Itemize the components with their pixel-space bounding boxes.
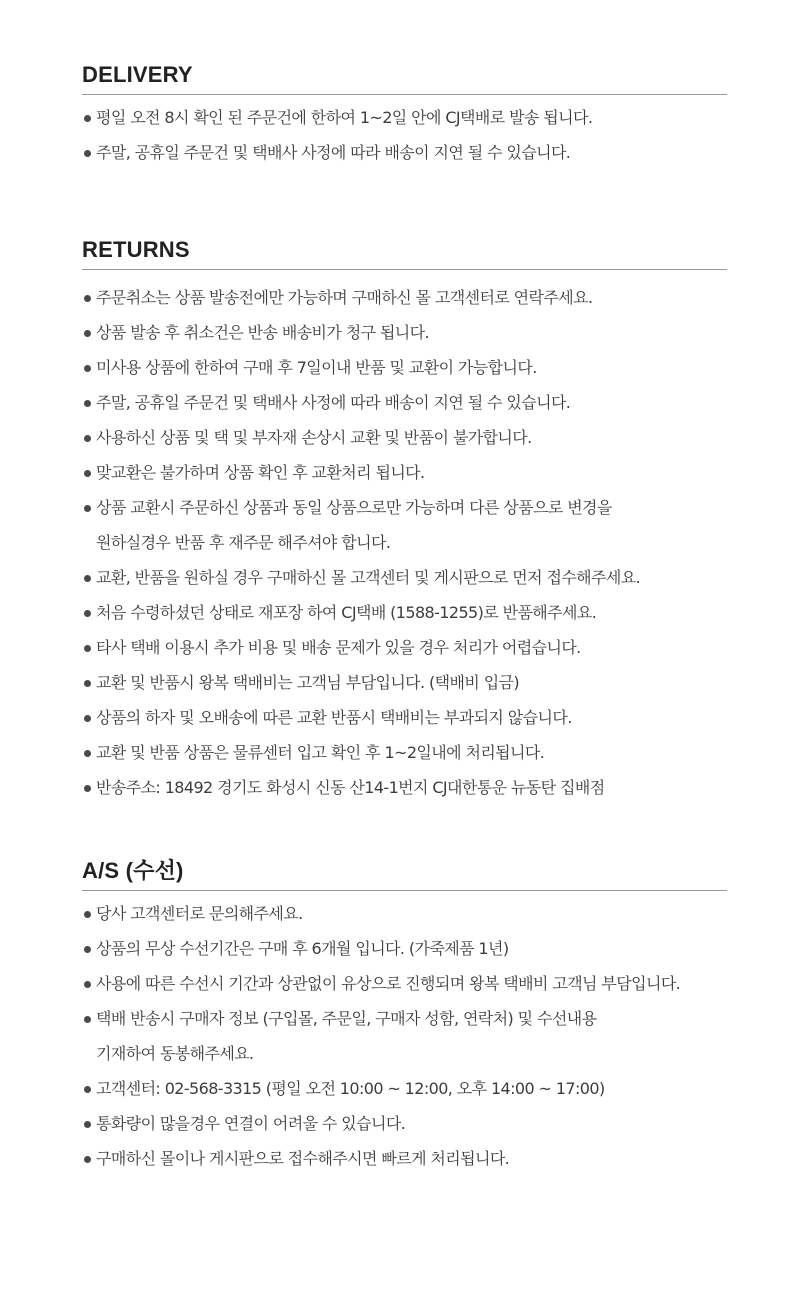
returns-list-item bbox=[82, 280, 727, 315]
as-list-item bbox=[82, 1106, 727, 1141]
returns-item-text: 타사 택배 이용시 추가 비용 및 배송 문제가 있을 경우 처리가 어렵습니다. bbox=[96, 638, 581, 657]
returns-item-text: 원하실경우 반품 후 재주문 해주셔야 합니다. bbox=[96, 533, 391, 552]
delivery-item-text: 평일 오전 8시 확인 된 주문건에 한하여 1~2일 안에 CJ택배로 발송 됩니다. bbox=[96, 108, 593, 127]
returns-title: RETURNS bbox=[82, 237, 190, 262]
returns-divider bbox=[82, 269, 727, 270]
as-item-text: 통화량이 많을경우 연결이 어려울 수 있습니다. bbox=[96, 1114, 406, 1133]
as-item-text: 고객센터: 02-568-3315 (평일 오전 10:00 ~ 12:00, 오후 14:00 ~ 17:00) bbox=[96, 1079, 605, 1098]
returns-list-item bbox=[82, 560, 727, 595]
bullet-dot-icon bbox=[84, 911, 91, 918]
delivery-item-text: 주말, 공휴일 주문건 및 택배사 사정에 따라 배송이 지연 될 수 있습니다. bbox=[96, 143, 571, 162]
bullet-dot-icon bbox=[84, 470, 91, 477]
as-list-item bbox=[82, 966, 727, 1001]
returns-list-item bbox=[82, 490, 727, 560]
bullet-dot-icon bbox=[84, 505, 91, 512]
returns-list-item bbox=[82, 350, 727, 385]
returns-item-text: 맞교환은 불가하며 상품 확인 후 교환처리 됩니다. bbox=[96, 463, 425, 482]
as-list-item bbox=[82, 931, 727, 966]
as-list-item bbox=[82, 1071, 727, 1106]
returns-section bbox=[82, 237, 727, 805]
bullet-dot-icon bbox=[84, 680, 91, 687]
bullet-dot-icon bbox=[84, 435, 91, 442]
as-section bbox=[82, 858, 727, 1176]
delivery-list-item bbox=[82, 100, 727, 135]
bullet-dot-icon bbox=[84, 1016, 91, 1023]
delivery-divider bbox=[82, 94, 727, 95]
delivery-title: DELIVERY bbox=[82, 62, 193, 87]
as-item-text: 기재하여 동봉해주세요. bbox=[96, 1044, 254, 1063]
delivery-list bbox=[82, 100, 727, 170]
as-item-text: 택배 반송시 구매자 정보 (구입몰, 주문일, 구매자 성함, 연락처) 및 수선내용 bbox=[96, 1009, 597, 1028]
returns-list-item bbox=[82, 700, 727, 735]
returns-list-item bbox=[82, 315, 727, 350]
returns-list-item bbox=[82, 665, 727, 700]
bullet-dot-icon bbox=[84, 715, 91, 722]
returns-item-text: 교환, 반품을 원하실 경우 구매하신 몰 고객센터 및 게시판으로 먼저 접수해주세요. bbox=[96, 568, 641, 587]
bullet-dot-icon bbox=[84, 785, 91, 792]
as-item-text: 사용에 따른 수선시 기간과 상관없이 유상으로 진행되며 왕복 택배비 고객님 부담입니다. bbox=[96, 974, 681, 993]
bullet-dot-icon bbox=[84, 1086, 91, 1093]
bullet-dot-icon bbox=[84, 981, 91, 988]
bullet-dot-icon bbox=[84, 946, 91, 953]
bullet-dot-icon bbox=[84, 645, 91, 652]
returns-item-text: 미사용 상품에 한하여 구매 후 7일이내 반품 및 교환이 가능합니다. bbox=[96, 358, 537, 377]
as-list-item bbox=[82, 896, 727, 931]
returns-list bbox=[82, 280, 727, 805]
as-title: A/S (수선) bbox=[82, 858, 184, 883]
returns-list-item bbox=[82, 595, 727, 630]
as-item-text: 구매하신 몰이나 게시판으로 접수해주시면 빠르게 처리됩니다. bbox=[96, 1149, 510, 1168]
returns-item-text: 처음 수령하셨던 상태로 재포장 하여 CJ택배 (1588-1255)로 반품해주세요. bbox=[96, 603, 597, 622]
bullet-dot-icon bbox=[84, 400, 91, 407]
returns-list-item bbox=[82, 630, 727, 665]
bullet-dot-icon bbox=[84, 295, 91, 302]
returns-item-text: 사용하신 상품 및 택 및 부자재 손상시 교환 및 반품이 불가합니다. bbox=[96, 428, 532, 447]
as-list-item bbox=[82, 1001, 727, 1071]
returns-list-item bbox=[82, 455, 727, 490]
bullet-dot-icon bbox=[84, 1156, 91, 1163]
bullet-dot-icon bbox=[84, 150, 91, 157]
bullet-dot-icon bbox=[84, 330, 91, 337]
bullet-dot-icon bbox=[84, 575, 91, 582]
returns-list-item bbox=[82, 385, 727, 420]
returns-item-text: 주말, 공휴일 주문건 및 택배사 사정에 따라 배송이 지연 될 수 있습니다. bbox=[96, 393, 571, 412]
returns-list-item bbox=[82, 770, 727, 805]
as-item-text: 당사 고객센터로 문의해주세요. bbox=[96, 904, 303, 923]
bullet-dot-icon bbox=[84, 1121, 91, 1128]
returns-item-text: 주문취소는 상품 발송전에만 가능하며 구매하신 몰 고객센터로 연락주세요. bbox=[96, 288, 593, 307]
bullet-dot-icon bbox=[84, 365, 91, 372]
as-list-item bbox=[82, 1141, 727, 1176]
bullet-dot-icon bbox=[84, 610, 91, 617]
delivery-list-item bbox=[82, 135, 727, 170]
returns-list-item bbox=[82, 735, 727, 770]
bullet-dot-icon bbox=[84, 115, 91, 122]
returns-item-text: 상품의 하자 및 오배송에 따른 교환 반품시 택배비는 부과되지 않습니다. bbox=[96, 708, 572, 727]
returns-item-text: 교환 및 반품시 왕복 택배비는 고객님 부담입니다. (택배비 입금) bbox=[96, 673, 520, 692]
returns-item-text: 상품 발송 후 취소건은 반송 배송비가 청구 됩니다. bbox=[96, 323, 430, 342]
as-item-text: 상품의 무상 수선기간은 구매 후 6개월 입니다. (가죽제품 1년) bbox=[96, 939, 509, 958]
as-list bbox=[82, 896, 727, 1176]
returns-item-text: 반송주소: 18492 경기도 화성시 신동 산14-1번지 CJ대한통운 뉴동탄 집배점 bbox=[96, 778, 605, 797]
returns-item-text: 상품 교환시 주문하신 상품과 동일 상품으로만 가능하며 다른 상품으로 변경을 bbox=[96, 498, 612, 517]
returns-item-text: 교환 및 반품 상품은 물류센터 입고 확인 후 1~2일내에 처리됩니다. bbox=[96, 743, 545, 762]
bullet-dot-icon bbox=[84, 750, 91, 757]
returns-list-item bbox=[82, 420, 727, 455]
as-divider bbox=[82, 890, 727, 891]
delivery-section bbox=[82, 62, 727, 170]
